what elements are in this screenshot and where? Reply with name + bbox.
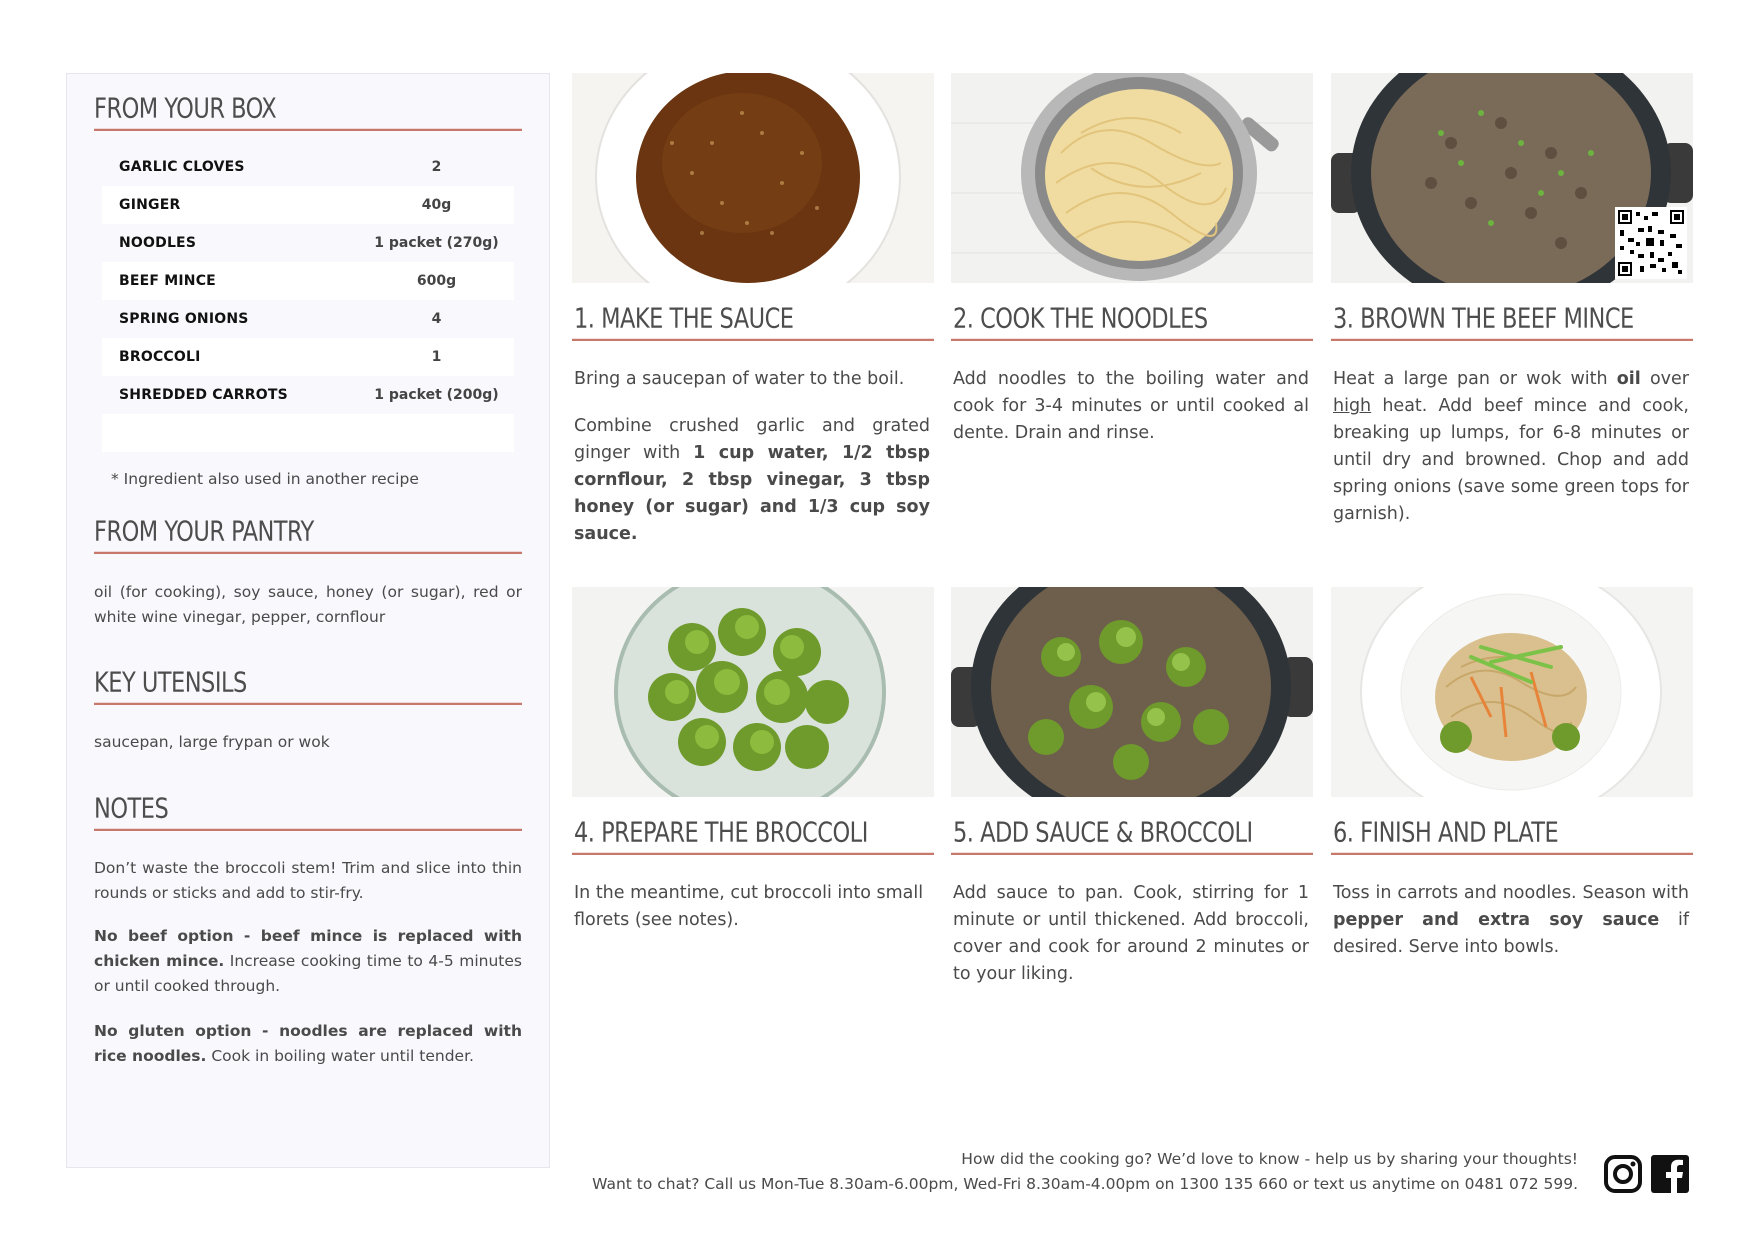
note-no-gluten-text: Cook in boiling water until tender.: [206, 1047, 474, 1065]
ingredient-qty: 1 packet (270g): [374, 235, 499, 251]
step-6-para-1: [1333, 880, 1689, 961]
step-6-text-b: if desired. Serve into bowls.: [1333, 910, 1689, 957]
step-3-para-1: [1333, 366, 1689, 528]
ingredient-table: [102, 148, 514, 452]
ingredient-name: BROCCOLI: [119, 349, 201, 365]
step-4-title: 4. PREPARE THE BROCCOLI: [572, 816, 934, 855]
step-3: [1331, 73, 1693, 524]
ingredient-name: SPRING ONIONS: [119, 311, 249, 327]
note-no-beef-text: Increase cooking time to 4-5 minutes or until cooked through.: [94, 952, 522, 995]
step-5: [951, 587, 1313, 984]
note-no-beef-bold: No beef option - beef mince is replaced with chicken mince.: [94, 927, 522, 970]
utensils-list: saucepan, large frypan or wok: [94, 733, 330, 751]
step-5-text: [953, 880, 1309, 1008]
step-3-text: [1333, 366, 1689, 548]
step-3-high: high: [1333, 396, 1372, 416]
ingredients-sidebar: [66, 73, 550, 1168]
ingredient-qty: 4: [431, 311, 442, 327]
step-4: [572, 587, 934, 930]
ingredient-row: [102, 186, 514, 224]
sauce-bowl-photo: [572, 73, 934, 283]
step-1: [572, 73, 934, 544]
ingredient-row: [102, 414, 514, 452]
ingredient-name: BEEF MINCE: [119, 273, 216, 289]
footer-feedback-line: How did the cooking go? We’d love to know - help us by sharing your thoughts!: [961, 1150, 1578, 1168]
step-2: [951, 73, 1313, 443]
from-your-pantry-heading: FROM YOUR PANTRY: [94, 515, 522, 554]
beef-broccoli-pan-photo: [951, 587, 1313, 797]
step-4-para-1: In the meantime, cut broccoli into small florets (see notes).: [574, 883, 924, 930]
step-2-text: [953, 366, 1309, 467]
ingredient-name: SHREDDED CARROTS: [119, 387, 288, 403]
key-utensils-heading: KEY UTENSILS: [94, 666, 522, 705]
ingredient-name: GARLIC CLOVES: [119, 159, 245, 175]
step-1-title: 1. MAKE THE SAUCE: [572, 302, 934, 341]
ingredient-qty: 40g: [421, 197, 452, 213]
footer-contact: [592, 1147, 1578, 1197]
step-3-text-c: heat. Add beef mince and cook, breaking up lumps, for 6-8 minutes or until dry and browned. Chop and add spring onions (save some green tops for garnish).: [1333, 396, 1689, 524]
notes-heading: NOTES: [94, 792, 522, 831]
step-1-para-2: [574, 413, 930, 548]
step-1-text: [574, 366, 930, 568]
step-2-para-1: Add noodles to the boiling water and cook for 3-4 minutes or until cooked al dente. Drain and rinse.: [953, 369, 1309, 443]
ingredient-row: [102, 300, 514, 338]
ingredient-qty: 2: [431, 159, 442, 175]
ingredient-row: [102, 224, 514, 262]
step-6-text: [1333, 880, 1689, 981]
step-6-title: 6. FINISH AND PLATE: [1331, 816, 1693, 855]
ingredient-row: [102, 148, 514, 186]
ingredient-qty: 1 packet (200g): [374, 387, 499, 403]
ingredient-footnote: * Ingredient also used in another recipe: [111, 470, 419, 488]
step-3-title: 3. BROWN THE BEEF MINCE: [1331, 302, 1693, 341]
step-6-text-a: Toss in carrots and noodles. Season with: [1333, 883, 1689, 903]
finished-plate-photo: [1331, 587, 1693, 797]
footer-contact-line: Want to chat? Call us Mon-Tue 8.30am-6.00pm, Wed-Fri 8.30am-4.00pm on 1300 135 660 or text us anytime on 0481 072 599.: [592, 1175, 1578, 1193]
step-4-text: [574, 880, 930, 954]
instagram-icon[interactable]: [1604, 1155, 1642, 1193]
note-stem: Don’t waste the broccoli stem! Trim and slice into thin rounds or sticks and add to stir-fry.: [94, 859, 522, 902]
ingredient-row: [102, 338, 514, 376]
ingredient-qty: 1: [431, 349, 442, 365]
qr-code-icon[interactable]: [1615, 207, 1687, 279]
ingredient-row: [102, 376, 514, 414]
step-6-bold: pepper and extra soy sauce: [1333, 910, 1660, 930]
from-your-box-heading: FROM YOUR BOX: [94, 92, 522, 131]
facebook-icon[interactable]: [1651, 1155, 1689, 1193]
ingredient-qty: 600g: [416, 273, 457, 289]
step-3-oil: oil: [1616, 369, 1641, 389]
step-1-para-2-text: Combine crushed garlic and grated ginger with: [574, 416, 930, 463]
step-5-title: 5. ADD SAUCE & BROCCOLI: [951, 816, 1313, 855]
pantry-list: oil (for cooking), soy sauce, honey (or sugar), red or white wine vinegar, pepper, cornflour: [94, 583, 522, 626]
step-3-text-b: over: [1640, 369, 1689, 389]
noodles-pot-photo: [951, 73, 1313, 283]
step-1-para-2-bold: 1 cup water, 1/2 tbsp cornflour, 2 tbsp vinegar, 3 tbsp honey (or sugar) and 1/3 cup soy sauce.: [574, 443, 930, 544]
ingredient-row: [102, 262, 514, 300]
beef-mince-pan-photo: [1331, 73, 1693, 283]
step-6: [1331, 587, 1693, 957]
broccoli-bowl-photo: [572, 587, 934, 797]
note-no-gluten-bold: No gluten option - noodles are replaced with rice noodles.: [94, 1022, 522, 1065]
ingredient-name: NOODLES: [119, 235, 197, 251]
step-1-para-1: Bring a saucepan of water to the boil.: [574, 369, 905, 389]
step-5-para-1: Add sauce to pan. Cook, stirring for 1 minute or until thickened. Add broccoli, cover and cook for around 2 minutes or to your liking.: [953, 883, 1309, 984]
step-2-title: 2. COOK THE NOODLES: [951, 302, 1313, 341]
ingredient-name: GINGER: [119, 197, 181, 213]
note-no-gluten: [94, 1019, 522, 1069]
note-no-beef: [94, 924, 522, 999]
step-3-text-a: Heat a large pan or wok with: [1333, 369, 1617, 389]
